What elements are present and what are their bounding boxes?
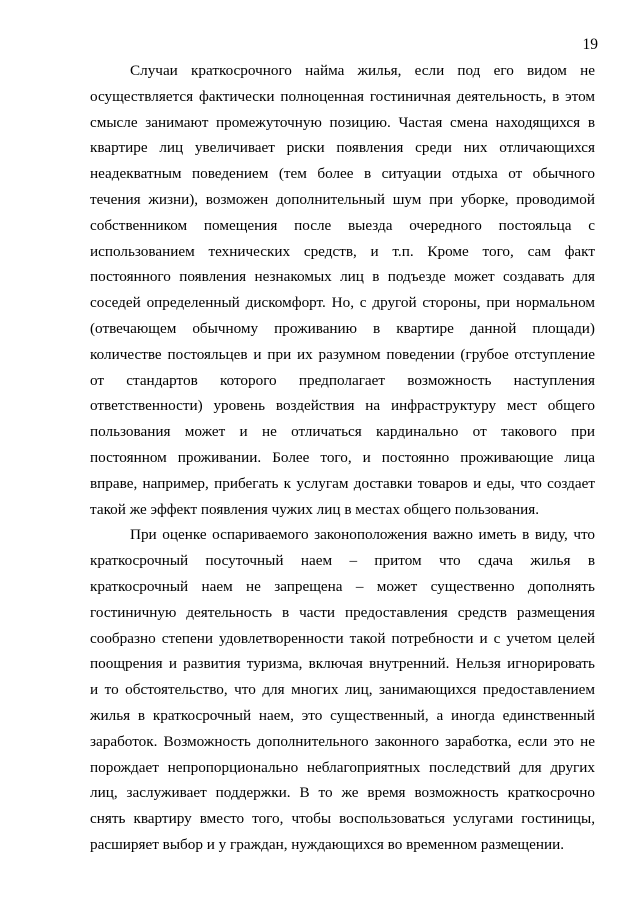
text-line: вправе, например, прибегать к услугам доставки товаров и еды, что создает xyxy=(90,474,595,492)
text-line: смысле занимают промежуточную позицию. Частая смена находящихся в xyxy=(90,113,595,131)
text-line: постоянном проживании. Более того, и постоянно проживающие лица xyxy=(90,448,595,466)
paragraph-2 xyxy=(90,522,595,857)
text-line: Случаи краткосрочного найма жилья, если под его видом не xyxy=(130,62,595,79)
text-line: постоянного появления незнакомых лиц в подъезде может создавать для xyxy=(90,268,595,286)
text-line: осуществляется фактически полноценная гостиничная деятельность, в этом xyxy=(90,87,595,105)
text-line: течения жизни), возможен дополнительный шум при уборке, проводимой xyxy=(90,190,595,208)
text-line: (отвечающем обычному проживанию в квартире данной площади) xyxy=(90,319,595,337)
text-line: использованием технических средств, и т.п. Кроме того, сам факт xyxy=(90,242,595,260)
text-line: поощрения и развития туризма, включая внутренний. Нельзя игнорировать xyxy=(90,655,595,673)
text-line: квартире лиц увеличивает риски появления среди них отличающихся xyxy=(90,139,595,157)
text-line: такой же эффект появления чужих лиц в местах общего пользования. xyxy=(90,500,539,518)
text-line: лиц, заслуживает поддержки. В то же время возможность краткосрочно xyxy=(90,784,595,802)
text-line: ответственности) уровень воздействия на инфраструктуру мест общего xyxy=(90,397,595,415)
text-line: краткосрочный наем не запрещена – может существенно дополнять xyxy=(90,577,595,595)
text-line: порождает непропорционально неблагоприятных последствий для других xyxy=(90,758,595,776)
text-line: от стандартов которого предполагает возможность наступления xyxy=(90,371,595,389)
text-line: При оценке оспариваемого законоположения важно иметь в виду, что xyxy=(130,526,595,544)
text-line: пользования может и не отличаться кардинально от такового при xyxy=(90,423,595,441)
text-line: заработок. Возможность дополнительного законного заработка, если это не xyxy=(90,732,595,750)
paragraph-1 xyxy=(90,58,595,522)
text-line: расширяет выбор и у граждан, нуждающихся во временном размещении. xyxy=(90,835,565,853)
text-line: снять квартиру вместо того, чтобы воспользоваться услугами гостиницы, xyxy=(90,810,595,828)
document-body xyxy=(90,58,595,858)
text-line: и то обстоятельство, что для многих лиц, занимающихся предоставлением xyxy=(90,681,595,699)
text-line: гостиничную деятельность в части предоставления средств размещения xyxy=(90,603,595,621)
page-number: 19 xyxy=(582,36,598,53)
text-line: собственником помещения после выезда очередного постояльца с xyxy=(90,216,595,234)
text-line: количестве постояльцев и при их разумном поведении (грубое отступление xyxy=(90,345,595,363)
text-line: жилья в краткосрочный наем, это существенный, а иногда единственный xyxy=(90,706,595,724)
text-line: сообразно степени удовлетворенности такой потребности и с учетом целей xyxy=(90,629,595,647)
text-line: неадекватным поведением (тем более в ситуации отдыха от обычного xyxy=(90,165,595,183)
text-line: краткосрочный посуточный наем – притом что сдача жилья в xyxy=(90,552,595,570)
text-line: соседей определенный дискомфорт. Но, с другой стороны, при нормальном xyxy=(90,294,595,312)
